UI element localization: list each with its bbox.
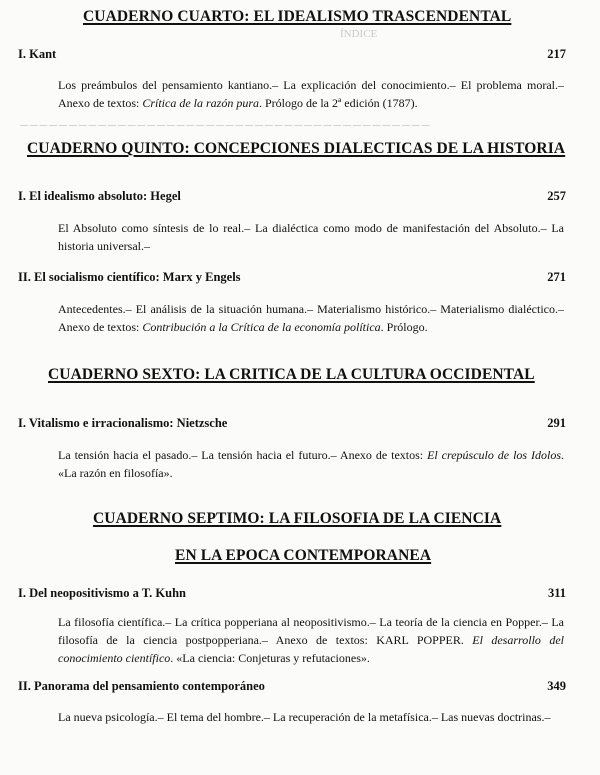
entry-title: I. Vitalismo e irracionalismo: Nietzsche <box>18 416 228 430</box>
section-heading: CUADERNO QUINTO: CONCEPCIONES DIALECTICAS DE LA HISTORIA <box>27 140 566 157</box>
bleed-through-text: ────────────────────────────────────────── <box>20 120 432 132</box>
page-number: 257 <box>547 189 566 203</box>
bleed-through-text: ÍNDICE <box>340 28 378 40</box>
description-text: Los preámbulos del pensamiento kantiano.– La explicación del conocimiento.– El problema moral.– Anexo de textos: <box>58 78 564 110</box>
entry-description <box>58 76 564 112</box>
page-number: 271 <box>547 270 566 284</box>
toc-entry <box>18 47 566 62</box>
entry-title: I. Del neopositivismo a T. Kuhn <box>18 586 186 600</box>
section-heading-continued: EN LA EPOCA CONTEMPORANEA <box>175 547 432 564</box>
description-text: . Prólogo. <box>380 320 428 334</box>
page-number: 217 <box>547 47 566 61</box>
section-heading: CUADERNO SEPTIMO: LA FILOSOFIA DE LA CIENCIA <box>93 510 502 527</box>
entry-title: I. El idealismo absoluto: Hegel <box>18 189 181 203</box>
section-heading: CUADERNO SEXTO: LA CRITICA DE LA CULTURA OCCIDENTAL <box>48 366 535 383</box>
description-text: . «La razón en filosofía». <box>58 448 565 480</box>
entry-description <box>58 219 564 255</box>
toc-entry <box>18 270 566 285</box>
description-text: . Prólogo de la 2ª edición (1787). <box>259 96 418 110</box>
toc-entry <box>18 586 566 601</box>
description-text: La tensión hacia el pasado.– La tensión hacia el futuro.– Anexo de textos: <box>58 448 428 462</box>
toc-entry <box>18 189 566 204</box>
entry-title: I. Kant <box>18 47 57 61</box>
description-text: Antecedentes.– El análisis de la situación humana.– Materialismo histórico.– Materialismo dialéctico.– Anexo de textos: <box>58 302 564 334</box>
entry-description <box>58 708 564 726</box>
entry-description <box>58 613 564 667</box>
work-title: Contribución a la Crítica de la economía política <box>142 320 381 334</box>
work-title: Crítica de la razón pura <box>142 96 259 110</box>
work-title: El desarrollo del conocimiento científico <box>58 633 564 665</box>
entry-title: II. El socialismo científico: Marx y Engels <box>18 270 241 284</box>
entry-title: II. Panorama del pensamiento contemporáneo <box>18 679 265 693</box>
page-number: 349 <box>547 679 566 693</box>
section-heading: CUADERNO CUARTO: EL IDEALISMO TRASCENDENTAL <box>83 8 512 25</box>
page-number: 291 <box>547 416 566 430</box>
page-number: 311 <box>547 586 566 600</box>
description-text: La filosofía científica.– La crítica popperiana al neopositivismo.– La teoría de la ciencia en Popper.– La filosofía de la ciencia postpopperiana.– Anexo de textos: KARL POPPER. <box>58 615 564 647</box>
toc-entry <box>18 679 566 694</box>
toc-entry <box>18 416 566 431</box>
description-text: . «La ciencia: Conjeturas y refutaciones». <box>170 651 370 665</box>
description-text: La nueva psicología.– El tema del hombre.– La recuperación de la metafísica.– Las nuevas doctrinas.– <box>58 710 551 724</box>
entry-description <box>58 446 564 482</box>
description-text: El Absoluto como síntesis de lo real.– La dialéctica como modo de manifestación del Absoluto.– La historia universal.– <box>58 221 564 253</box>
work-title: El crepúsculo de los Idolos <box>427 448 562 462</box>
entry-description <box>58 300 564 336</box>
